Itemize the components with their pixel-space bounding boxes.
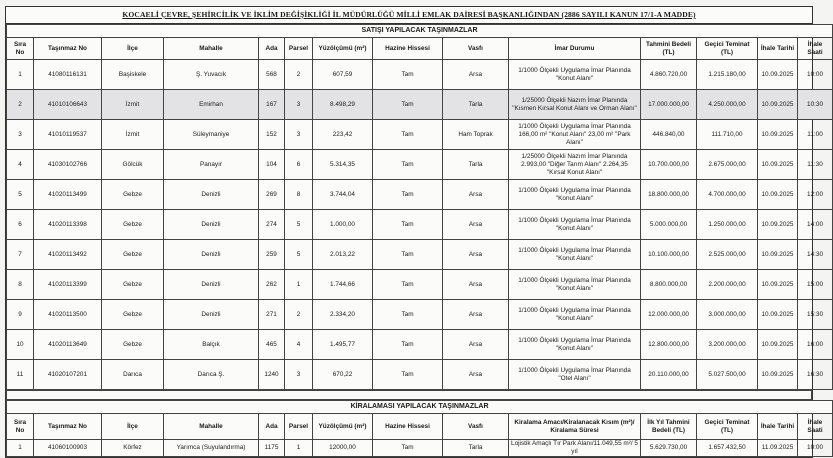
rent-section-title-row (7, 401, 833, 414)
sale-cell-ihale-saati: 16:30 (798, 360, 833, 390)
sale-header-ilce: İlçe (102, 38, 164, 60)
sale-cell-parsel: 4 (285, 330, 313, 360)
sale-cell-tasinmaz-no: 41020113399 (34, 270, 102, 300)
sale-cell-mahalle: Denizli (164, 210, 259, 240)
document-title: KOCAELİ ÇEVRE, ŞEHİRCİLİK VE İKLİM DEĞİŞİKLİĞİ İL MÜDÜRLÜĞÜ MİLLİ EMLAK DAİRESİ BAŞKANLIĞINDAN (2886 SAYILI KANUN 17/1-A MADDE) (6, 7, 812, 24)
sale-cell-vasfi: Arsa (443, 330, 509, 360)
sale-cell-ada: 269 (259, 180, 285, 210)
rent-cell-yuzolcumu: 12000,00 (313, 440, 373, 457)
sale-cell-hazine-hissesi: Tam (373, 150, 443, 180)
sale-cell-parsel: 5 (285, 240, 313, 270)
sale-cell-sira-no: 8 (7, 270, 34, 300)
sale-cell-tasinmaz-no: 41020113492 (34, 240, 102, 270)
sale-cell-ihale-saati: 15:00 (798, 270, 833, 300)
sale-cell-gecici-teminat: 2.525.000,00 (697, 240, 758, 270)
sale-cell-sira-no: 6 (7, 210, 34, 240)
sale-cell-ihale-saati: 12:00 (798, 180, 833, 210)
sale-cell-hazine-hissesi: Tam (373, 90, 443, 120)
sale-row (7, 270, 833, 300)
rent-cell-ihale-tarihi: 11.09.2025 (758, 440, 798, 457)
sale-cell-sira-no: 9 (7, 300, 34, 330)
sale-cell-ihale-saati: 14:00 (798, 210, 833, 240)
sale-row (7, 330, 833, 360)
rent-row (7, 440, 833, 457)
sale-cell-yuzolcumu: 1.495,77 (313, 330, 373, 360)
sale-header-ada: Ada (259, 38, 285, 60)
sale-cell-ihale-tarihi: 10.09.2025 (758, 300, 798, 330)
sale-cell-mahalle: Denizli (164, 240, 259, 270)
sale-cell-ihale-tarihi: 10.09.2025 (758, 330, 798, 360)
sale-cell-tahmini-bedel: 5.000.000,00 (641, 210, 697, 240)
sale-cell-parsel: 3 (285, 90, 313, 120)
sale-cell-ilce: Başiskele (102, 60, 164, 90)
sale-row (7, 150, 833, 180)
sale-cell-mahalle: Darıca Ş. (164, 360, 259, 390)
sale-cell-yuzolcumu: 607,59 (313, 60, 373, 90)
sale-cell-ilce: Gebze (102, 240, 164, 270)
sale-cell-ada: 271 (259, 300, 285, 330)
sale-header-parsel: Parsel (285, 38, 313, 60)
sale-cell-tasinmaz-no: 41010119537 (34, 120, 102, 150)
sale-cell-yuzolcumu: 1.000,00 (313, 210, 373, 240)
sale-cell-tasinmaz-no: 41020107201 (34, 360, 102, 390)
sale-cell-parsel: 1 (285, 270, 313, 300)
sale-cell-hazine-hissesi: Tam (373, 120, 443, 150)
sale-cell-gecici-teminat: 5.027.500,00 (697, 360, 758, 390)
sale-header-tasinmaz-no: Taşınmaz No (34, 38, 102, 60)
sale-cell-tahmini-bedel: 8.800.000,00 (641, 270, 697, 300)
sale-cell-ilce: Gölcük (102, 150, 164, 180)
sale-cell-ihale-saati: 16:00 (798, 330, 833, 360)
sale-cell-yuzolcumu: 5.314,35 (313, 150, 373, 180)
sale-cell-gecici-teminat: 4.250.000,00 (697, 90, 758, 120)
rent-header-row (7, 414, 833, 440)
sale-row (7, 300, 833, 330)
rent-cell-vasfi: Tarla (443, 440, 509, 457)
sale-cell-imar-durumu: 1/1000 Ölçekli Uygulama İmar Planında "Konut Alanı" (509, 240, 641, 270)
sale-cell-tasinmaz-no: 41010106643 (34, 90, 102, 120)
sale-cell-tasinmaz-no: 41080116131 (34, 60, 102, 90)
sale-cell-ada: 259 (259, 240, 285, 270)
sale-cell-sira-no: 3 (7, 120, 34, 150)
rent-header-imar-durumu: Kiralama Amacı/Kiralanacak Kısım (m²)/ Kiralama Süresi (509, 414, 641, 440)
sale-cell-tahmini-bedel: 18.800.000,00 (641, 180, 697, 210)
rent-header-tasinmaz-no: Taşınmaz No (34, 414, 102, 440)
sale-cell-vasfi: Tarla (443, 150, 509, 180)
sale-cell-vasfi: Arsa (443, 270, 509, 300)
sale-cell-ihale-tarihi: 10.09.2025 (758, 210, 798, 240)
sale-cell-ihale-saati: 10:00 (798, 60, 833, 90)
sale-row (7, 360, 833, 390)
sale-cell-ihale-tarihi: 10.09.2025 (758, 270, 798, 300)
sale-cell-hazine-hissesi: Tam (373, 180, 443, 210)
rent-cell-ada: 1175 (259, 440, 285, 457)
rent-header-ada: Ada (259, 414, 285, 440)
sale-cell-ilce: Gebze (102, 270, 164, 300)
sale-cell-yuzolcumu: 2.013,22 (313, 240, 373, 270)
sale-cell-ihale-tarihi: 10.09.2025 (758, 240, 798, 270)
sale-section-title: SATIŞI YAPILACAK TAŞINMAZLAR (7, 25, 833, 38)
sale-cell-gecici-teminat: 1.215.180,00 (697, 60, 758, 90)
sale-cell-hazine-hissesi: Tam (373, 240, 443, 270)
sale-cell-ada: 465 (259, 330, 285, 360)
sale-header-sira-no: Sıra No (7, 38, 34, 60)
rent-header-ilce: İlçe (102, 414, 164, 440)
sale-cell-mahalle: Denizli (164, 270, 259, 300)
spacer-table (6, 390, 812, 400)
sale-cell-imar-durumu: 1/1000 Ölçekli Uygulama İmar Planında "Konut Alanı" (509, 330, 641, 360)
sale-cell-mahalle: Emirhan (164, 90, 259, 120)
sale-row (7, 210, 833, 240)
rent-header-ihale-tarihi: İhale Tarihi (758, 414, 798, 440)
sale-cell-tasinmaz-no: 41020113500 (34, 300, 102, 330)
rent-header-parsel: Parsel (285, 414, 313, 440)
sale-cell-imar-durumu: 1/1000 Ölçekli Uygulama İmar Planında "Otel Alanı" (509, 360, 641, 390)
sale-cell-ilce: Gebze (102, 180, 164, 210)
sale-cell-tahmini-bedel: 10.100.000,00 (641, 240, 697, 270)
sale-cell-yuzolcumu: 223,42 (313, 120, 373, 150)
sale-cell-imar-durumu: 1/1000 Ölçekli Uygulama İmar Planında 166,00 m² "Konut Alanı" 23,00 m² "Park Alanı" (509, 120, 641, 150)
sale-cell-ada: 104 (259, 150, 285, 180)
sale-cell-mahalle: Balçık (164, 330, 259, 360)
sale-cell-vasfi: Tarla (443, 90, 509, 120)
rent-header-hazine-hissesi: Hazine Hissesi (373, 414, 443, 440)
sale-cell-ada: 152 (259, 120, 285, 150)
sale-cell-hazine-hissesi: Tam (373, 270, 443, 300)
sale-cell-hazine-hissesi: Tam (373, 60, 443, 90)
sale-cell-tahmini-bedel: 4.860.720,00 (641, 60, 697, 90)
sale-cell-gecici-teminat: 4.700.000,00 (697, 180, 758, 210)
sale-cell-tahmini-bedel: 446.840,00 (641, 120, 697, 150)
rent-header-gecici-teminat: Geçici Teminat (TL) (697, 414, 758, 440)
sale-cell-imar-durumu: 1/1000 Ölçekli Uygulama İmar Planında "Konut Alanı" (509, 180, 641, 210)
sale-cell-ihale-saati: 11:00 (798, 120, 833, 150)
sale-header-ihale-tarihi: İhale Tarihi (758, 38, 798, 60)
sale-cell-mahalle: Panayır (164, 150, 259, 180)
sale-cell-sira-no: 7 (7, 240, 34, 270)
rent-cell-gecici-teminat: 1.657.432,50 (697, 440, 758, 457)
rent-cell-hazine-hissesi: Tam (373, 440, 443, 457)
sale-cell-ada: 167 (259, 90, 285, 120)
sale-cell-sira-no: 10 (7, 330, 34, 360)
sale-cell-ihale-tarihi: 10.09.2025 (758, 150, 798, 180)
sale-cell-vasfi: Arsa (443, 60, 509, 90)
sale-cell-tasinmaz-no: 41020113649 (34, 330, 102, 360)
rent-cell-tahmini-bedel: 5.629.730,00 (641, 440, 697, 457)
sale-cell-gecici-teminat: 3.200.000,00 (697, 330, 758, 360)
sale-cell-ihale-saati: 14:30 (798, 240, 833, 270)
sale-cell-mahalle: Süleymaniye (164, 120, 259, 150)
sale-cell-parsel: 2 (285, 60, 313, 90)
sale-table (6, 24, 833, 390)
sale-cell-gecici-teminat: 1.250.000,00 (697, 210, 758, 240)
sale-cell-gecici-teminat: 2.200.000,00 (697, 270, 758, 300)
sale-cell-sira-no: 1 (7, 60, 34, 90)
sale-header-yuzolcumu: Yüzölçümü (m²) (313, 38, 373, 60)
sale-cell-ihale-tarihi: 10.09.2025 (758, 90, 798, 120)
sale-header-imar-durumu: İmar Durumu (509, 38, 641, 60)
sale-cell-vasfi: Arsa (443, 210, 509, 240)
sale-cell-ada: 274 (259, 210, 285, 240)
sale-cell-ilce: İzmit (102, 90, 164, 120)
sale-cell-tahmini-bedel: 17.000.000,00 (641, 90, 697, 120)
sale-cell-sira-no: 11 (7, 360, 34, 390)
sale-cell-yuzolcumu: 670,22 (313, 360, 373, 390)
sale-cell-ihale-saati: 15:30 (798, 300, 833, 330)
sale-cell-vasfi: Arsa (443, 240, 509, 270)
sale-row (7, 240, 833, 270)
sale-cell-mahalle: Denizli (164, 180, 259, 210)
sale-cell-ihale-saati: 10:30 (798, 90, 833, 120)
sale-header-row (7, 38, 833, 60)
sale-cell-sira-no: 2 (7, 90, 34, 120)
sale-cell-ilce: Gebze (102, 330, 164, 360)
sale-cell-yuzolcumu: 2.334,20 (313, 300, 373, 330)
sale-row (7, 90, 833, 120)
sale-header-gecici-teminat: Geçici Teminat (TL) (697, 38, 758, 60)
sale-row (7, 120, 833, 150)
sale-header-tahmini-bedel: Tahmini Bedeli (TL) (641, 38, 697, 60)
sale-cell-sira-no: 5 (7, 180, 34, 210)
sale-cell-imar-durumu: 1/1000 Ölçekli Uygulama İmar Planında "Konut Alanı" (509, 60, 641, 90)
sale-cell-imar-durumu: 1/25000 Ölçekli Nazım İmar Planında "Kısmen Kırsal Konut Alanı ve Orman Alanı" (509, 90, 641, 120)
rent-section-title: KİRALAMASI YAPILACAK TAŞINMAZLAR (7, 401, 833, 414)
sale-cell-yuzolcumu: 3.744,04 (313, 180, 373, 210)
rent-cell-imar-durumu: Lojistik Amaçlı Tır Park Alanı/11.049,55 m²/ 5 yıl (509, 440, 641, 457)
rent-header-yuzolcumu: Yüzölçümü (m²) (313, 414, 373, 440)
sale-cell-imar-durumu: 1/1000 Ölçekli Uygulama İmar Planında "Konut Alanı" (509, 300, 641, 330)
notice-frame (5, 6, 824, 458)
sale-cell-tahmini-bedel: 12.000.000,00 (641, 300, 697, 330)
rent-header-sira-no: Sıra No (7, 414, 34, 440)
sale-cell-ilce: İzmit (102, 120, 164, 150)
sale-cell-yuzolcumu: 1.744,66 (313, 270, 373, 300)
sale-cell-vasfi: Ham Toprak (443, 120, 509, 150)
sale-cell-hazine-hissesi: Tam (373, 360, 443, 390)
sale-cell-gecici-teminat: 111.710,00 (697, 120, 758, 150)
sale-cell-parsel: 5 (285, 210, 313, 240)
rent-cell-parsel: 1 (285, 440, 313, 457)
sale-cell-parsel: 8 (285, 180, 313, 210)
sale-section-title-row (7, 25, 833, 38)
sale-cell-imar-durumu: 1/25000 Ölçekli Nazım İmar Planında 2.993,00 "Diğer Tarım Alanı" 2.264,35 "Kırsal Konut Alanı" (509, 150, 641, 180)
sale-cell-vasfi: Arsa (443, 180, 509, 210)
sale-cell-vasfi: Arsa (443, 300, 509, 330)
sale-cell-ihale-saati: 11:30 (798, 150, 833, 180)
sale-cell-tasinmaz-no: 41020113499 (34, 180, 102, 210)
rent-cell-sira-no: 1 (7, 440, 34, 457)
sale-cell-parsel: 6 (285, 150, 313, 180)
sale-cell-vasfi: Arsa (443, 360, 509, 390)
sale-cell-hazine-hissesi: Tam (373, 330, 443, 360)
sale-cell-ihale-tarihi: 10.09.2025 (758, 180, 798, 210)
rent-cell-ilce: Körfez (102, 440, 164, 457)
sale-cell-ilce: Gebze (102, 210, 164, 240)
sale-cell-imar-durumu: 1/1000 Ölçekli Uygulama İmar Planında "Konut Alanı" (509, 210, 641, 240)
sale-cell-tasinmaz-no: 41030102766 (34, 150, 102, 180)
sale-cell-parsel: 3 (285, 120, 313, 150)
sale-cell-gecici-teminat: 2.675.000,00 (697, 150, 758, 180)
sale-cell-parsel: 2 (285, 300, 313, 330)
rent-table (6, 400, 833, 457)
sale-cell-tahmini-bedel: 12.800.000,00 (641, 330, 697, 360)
sale-cell-ada: 262 (259, 270, 285, 300)
sale-header-vasfi: Vasfı (443, 38, 509, 60)
sale-cell-ada: 568 (259, 60, 285, 90)
section-spacer (7, 391, 812, 400)
sale-cell-ihale-tarihi: 10.09.2025 (758, 120, 798, 150)
sale-cell-ilce: Gebze (102, 300, 164, 330)
rent-header-vasfi: Vasfı (443, 414, 509, 440)
sale-header-ihale-saati: İhale Saati (798, 38, 833, 60)
rent-header-mahalle: Mahalle (164, 414, 259, 440)
sale-cell-mahalle: Ş. Yuvacık (164, 60, 259, 90)
sale-cell-yuzolcumu: 8.498,29 (313, 90, 373, 120)
rent-cell-mahalle: Yarımca (Suyulandırma) (164, 440, 259, 457)
sale-cell-ada: 1240 (259, 360, 285, 390)
sale-cell-parsel: 3 (285, 360, 313, 390)
sale-cell-gecici-teminat: 3.000.000,00 (697, 300, 758, 330)
rent-cell-tasinmaz-no: 41060100903 (34, 440, 102, 457)
sale-cell-ihale-tarihi: 10.09.2025 (758, 360, 798, 390)
sale-cell-hazine-hissesi: Tam (373, 210, 443, 240)
sale-cell-sira-no: 4 (7, 150, 34, 180)
sale-row (7, 180, 833, 210)
sale-cell-mahalle: Denizli (164, 300, 259, 330)
sale-header-hazine-hissesi: Hazine Hissesi (373, 38, 443, 60)
sale-cell-hazine-hissesi: Tam (373, 300, 443, 330)
sale-cell-ihale-tarihi: 10.09.2025 (758, 60, 798, 90)
sale-cell-tahmini-bedel: 10.700.000,00 (641, 150, 697, 180)
rent-header-ihale-saati: İhale Saati (798, 414, 833, 440)
sale-cell-ilce: Darıca (102, 360, 164, 390)
sale-cell-tasinmaz-no: 41020113398 (34, 210, 102, 240)
rent-cell-ihale-saati: 10:00 (798, 440, 833, 457)
sale-cell-tahmini-bedel: 20.110.000,00 (641, 360, 697, 390)
rent-header-tahmini-bedel: İlk Yıl Tahmini Bedeli (TL) (641, 414, 697, 440)
sale-header-mahalle: Mahalle (164, 38, 259, 60)
sale-cell-imar-durumu: 1/1000 Ölçekli Uygulama İmar Planında "Konut Alanı" (509, 270, 641, 300)
sale-row (7, 60, 833, 90)
